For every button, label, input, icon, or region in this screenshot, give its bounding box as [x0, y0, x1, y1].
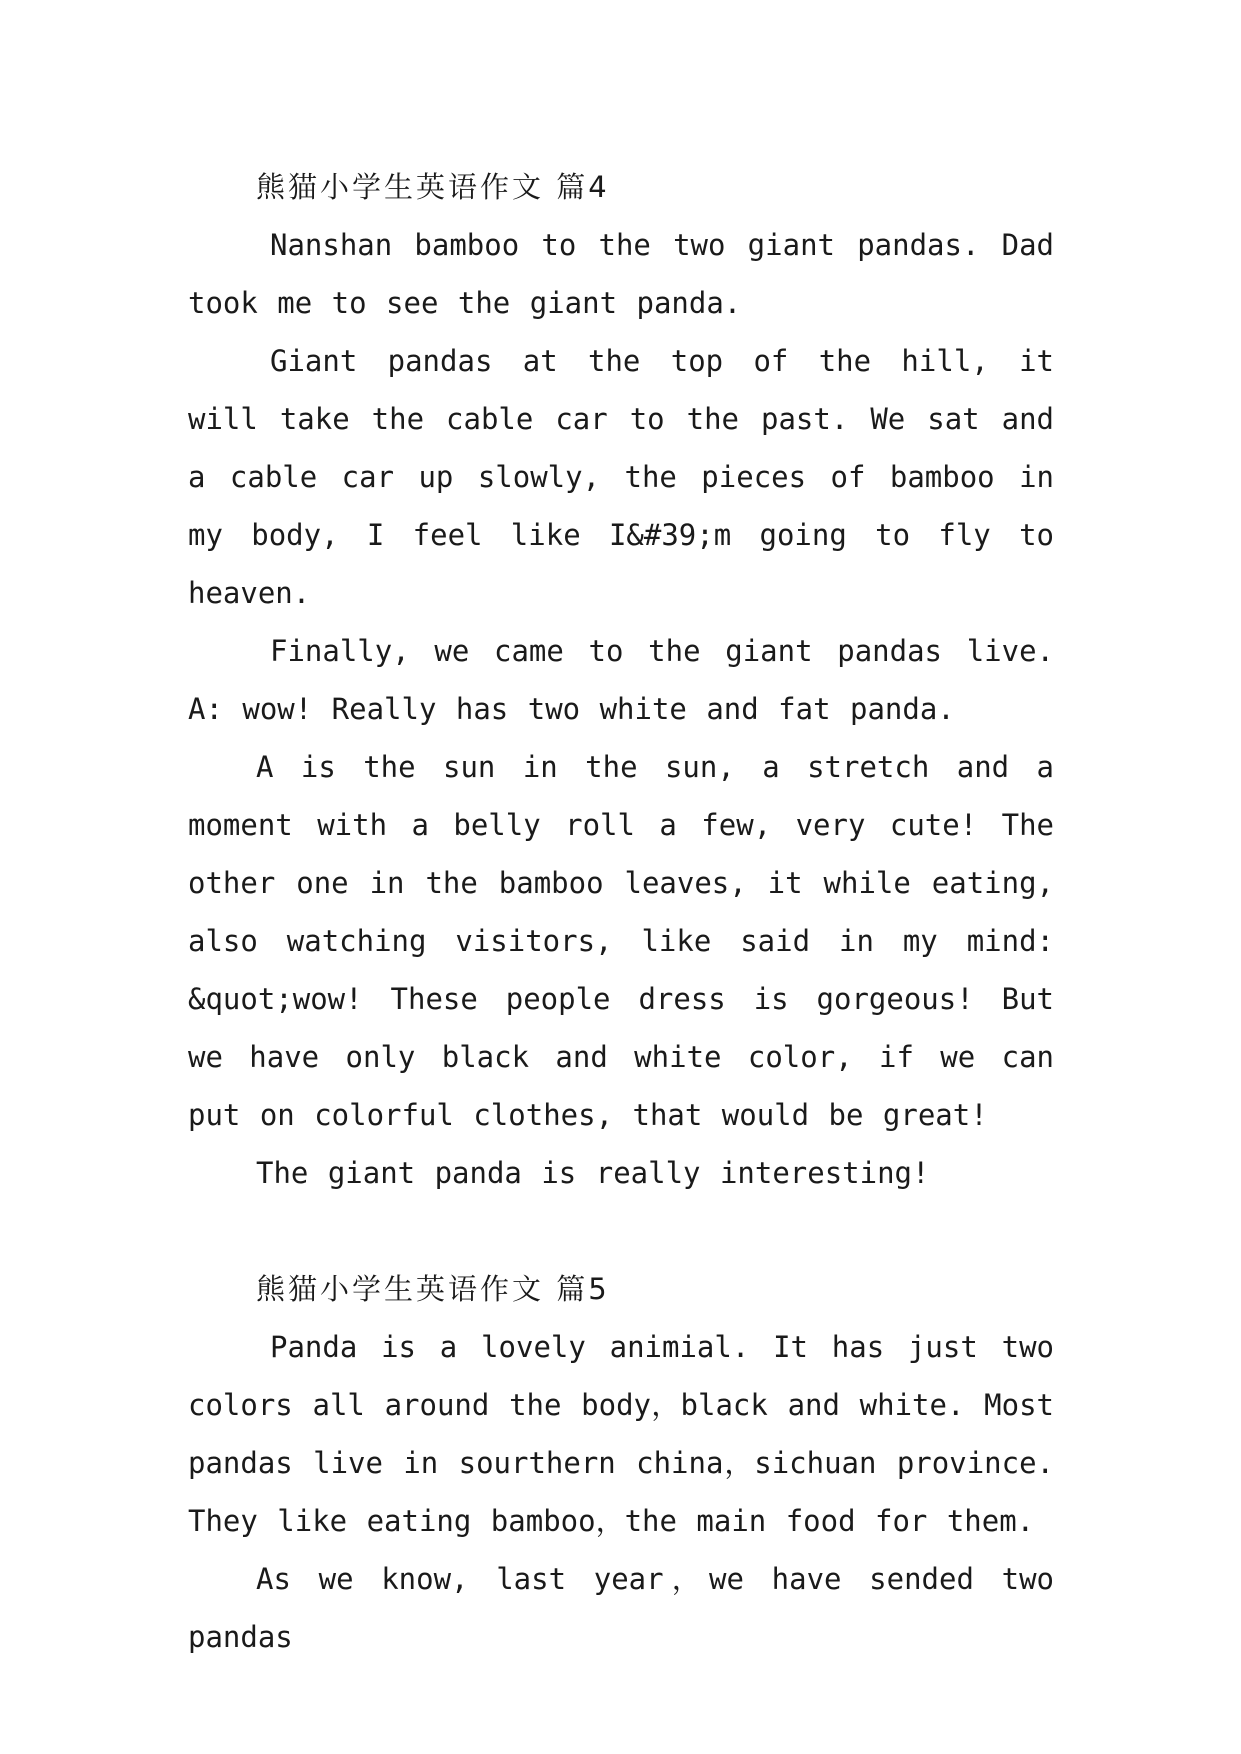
paragraph: Giant pandas at the top of the hill, it will take the cable car to the past. We sat and a cable car up slowly, the pieces of bamboo in my body, I feel like I&#39;m going to fly to heaven.	[188, 344, 1054, 610]
section-title-5: 熊猫小学生英语作文 篇5	[256, 1272, 610, 1306]
document-body	[188, 158, 1054, 1666]
section-title-4: 熊猫小学生英语作文 篇4	[256, 170, 610, 204]
paragraph: Panda is a lovely animial. It has just two colors all around the body，black and white. Most pandas live in sourthern china，sichuan province. They like eating bamboo，the main food for them.	[188, 1330, 1054, 1538]
paragraph: As we know, last year，we have sended two pandas	[188, 1562, 1054, 1654]
paragraph: The giant panda is really interesting!	[256, 1156, 930, 1190]
paragraph: A is the sun in the sun, a stretch and a moment with a belly roll a few, very cute! The other one in the bamboo leaves, it while eating, also watching visitors, like said in my mind: &quot;wow! These people dress is gorgeous! But we have only black and white color, if we can put on colorful clothes, that would be great!	[188, 750, 1054, 1132]
paragraph: Finally, we came to the giant pandas live. A: wow! Really has two white and fat panda.	[188, 634, 1054, 726]
section-divider-space	[188, 1202, 1054, 1260]
paragraph: Nanshan bamboo to the two giant pandas. Dad took me to see the giant panda.	[188, 228, 1054, 320]
